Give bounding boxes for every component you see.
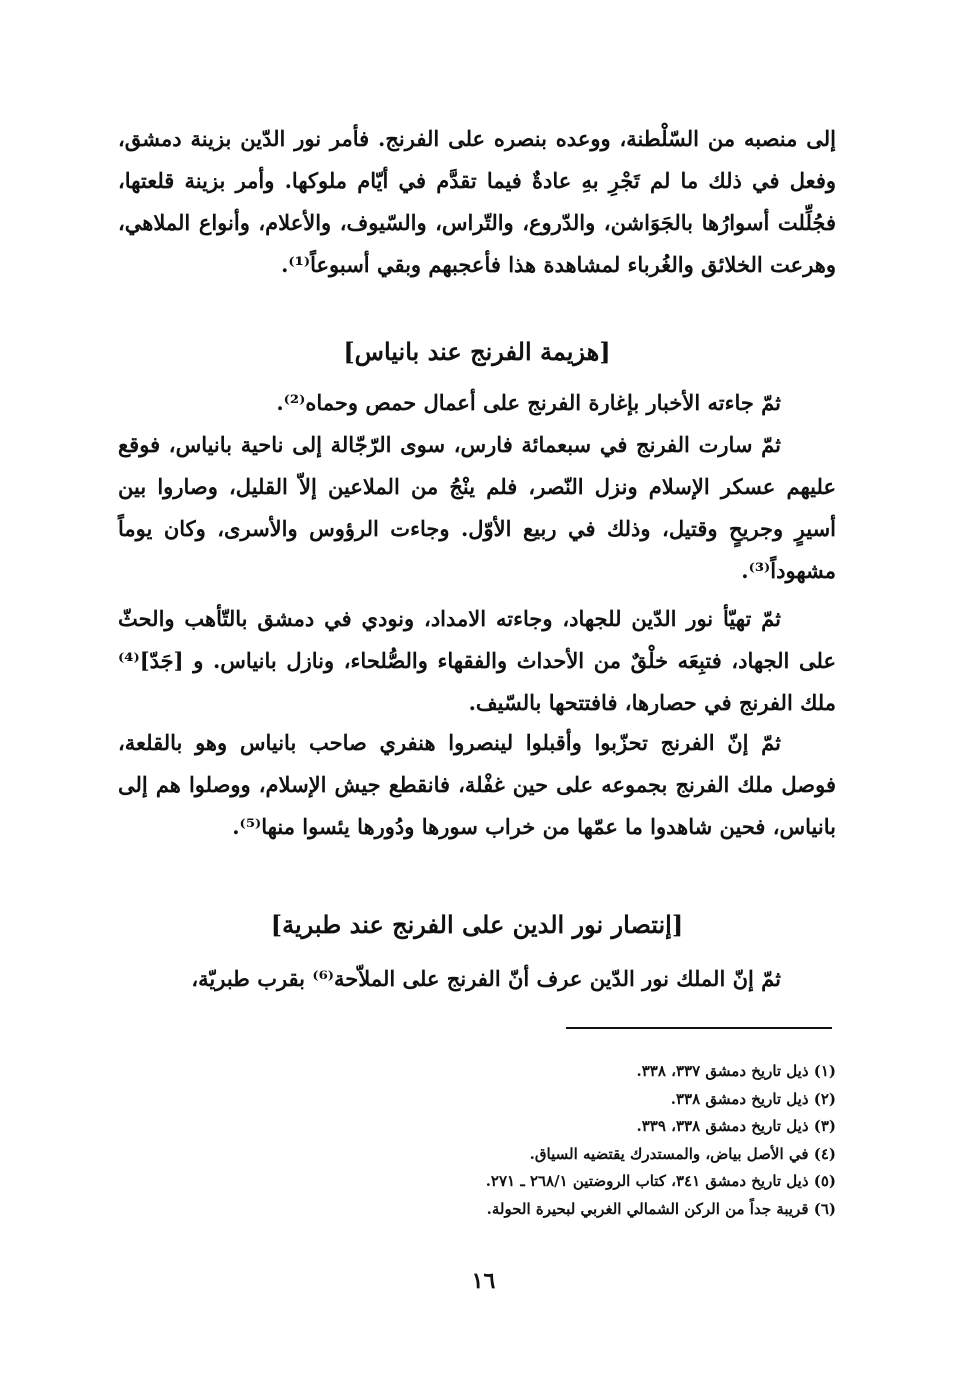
- section-heading-tiberias: [إنتصار نور الدين على الفرنج عند طبرية]: [270, 910, 684, 939]
- footnote-divider: [566, 1027, 832, 1029]
- paragraph-tiberias-1: ثمّ إنّ الملك نور الدّين عرف أنّ الفرنج على الملاّحة⁽⁶⁾ بقرب طبريّة،: [191, 966, 781, 991]
- page-number: ١٦: [471, 1268, 496, 1294]
- footnotes-list: [118, 1058, 836, 1223]
- footnote-3: (٣) ذيل تاريخ دمشق ٣٣٨، ٣٣٩.: [636, 1117, 836, 1135]
- footnote-6: (٦) قريبة جداً من الركن الشمالي الغربي لبحيرة الحولة.: [486, 1199, 836, 1218]
- paragraph-banias-1: ثمّ جاءته الأخبار بإغارة الفرنج على أعمال حمص وحماه⁽²⁾.: [276, 390, 781, 415]
- paragraph-banias-2: ثمّ سارت الفرنج في سبعمائة فارس، سوى الرّجّالة إلى ناحية بانياس، فوقع عليهم عسكر الإسلام ونزل النّصر، فلم ينْجُ من الملاعين إلاّ القليل، وصاروا بين أسيرٍ وجريحٍ وقتيل، وذلك في ربيع الأوّل. وجاءت الرؤوس والأسرى، وكان يوماً مشهوداً⁽³⁾.: [118, 432, 836, 583]
- section-heading-banias: [هزيمة الفرنج عند بانياس]: [343, 337, 611, 366]
- footnote-5: (٥) ذيل تاريخ دمشق ٣٤١، كتاب الروضتين ٢٦٨/١ ـ ٢٧١.: [485, 1172, 836, 1190]
- paragraph-group-banias: [118, 382, 836, 592]
- footnote-4: (٤) في الأصل بياض، والمستدرك يقتضيه السياق.: [529, 1144, 836, 1163]
- paragraph-banias-4: ثمّ إنّ الفرنج تحزّبوا وأقبلوا لينصروا هنفري صاحب بانياس وهو بالقلعة، فوصل ملك الفرنج بجموعه على حين غفْلة، فانقطع جيش الإسلام، ووصلوا هم إلى بانياس، فحين شاهدوا ما عمّها من خراب سورها ودُورها يئسوا منها⁽⁵⁾.: [118, 730, 836, 839]
- footnote-1: (١) ذيل تاريخ دمشق ٣٣٧، ٣٣٨.: [636, 1062, 836, 1080]
- footnote-2: (٢) ذيل تاريخ دمشق ٣٣٨.: [670, 1089, 836, 1108]
- paragraph-banias-3: ثمّ تهيّأ نور الدّين للجهاد، وجاءته الامداد، ونودي في دمشق بالتّأهب والحثّ على الجهاد، فتبِعَه خلْقٌ من الأحداث والفقهاء والصُّلحاء، ونازل بانياس. و [جَدّ]⁽⁴⁾ ملك الفرنج في حصارها، فافتتحها بالسّيف.: [118, 606, 836, 715]
- paragraph-intro: إلى منصبه من السّلْطنة، ووعده بنصره على الفرنج. فأمر نور الدّين بزينة دمشق، وفعل في ذلك ما لم تَجْرِ بهِ عادةٌ فيما تقدَّم في أيّام ملوكها. وأمر بزينة قلعتها، فجُلِّلت أسوارُها بالجَوَاشن، والدّروع، والتّراس، والسّيوف، والأعلام، وأنواع الملاهي، وهرعت الخلائق والغُرباء لمشاهدة هذا فأعجبهم وبقي أسبوعاً⁽¹⁾.: [118, 126, 836, 277]
